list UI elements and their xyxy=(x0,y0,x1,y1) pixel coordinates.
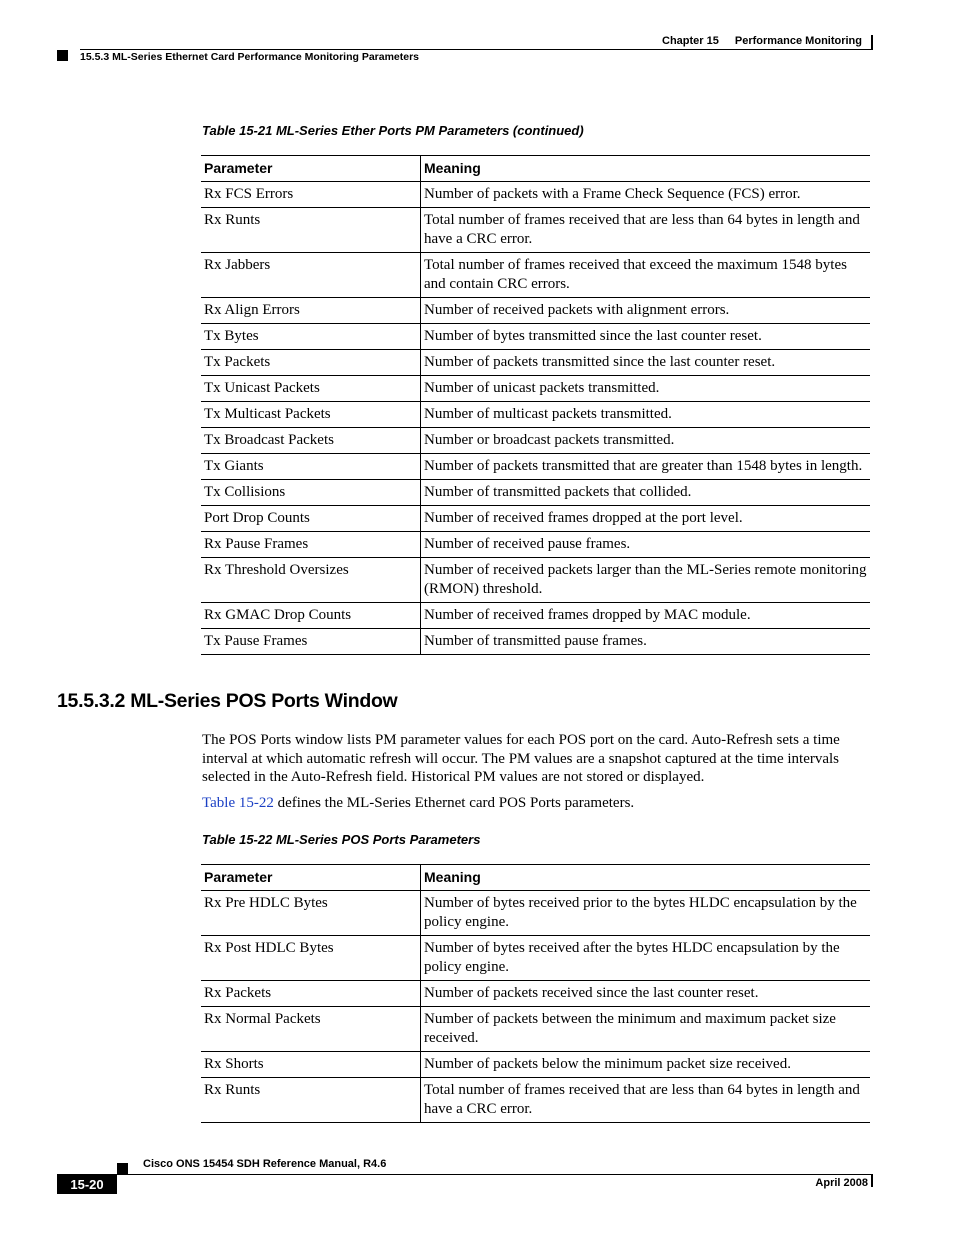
parameter-cell: Tx Pause Frames xyxy=(201,629,421,655)
footer-vertical-bar xyxy=(871,1174,873,1187)
parameter-cell: Rx GMAC Drop Counts xyxy=(201,603,421,629)
meaning-cell: Number of received packets larger than the ML-Series remote monitoring (RMON) threshold. xyxy=(421,558,871,603)
meaning-cell: Number of bytes received after the bytes HLDC encapsulation by the policy engine. xyxy=(421,936,871,981)
parameter-cell: Tx Bytes xyxy=(201,324,421,350)
table1-header-row xyxy=(201,156,870,182)
meaning-cell: Number of packets with a Frame Check Sequence (FCS) error. xyxy=(421,182,871,208)
table-row xyxy=(201,603,870,629)
table-15-22-link[interactable]: Table 15-22 xyxy=(202,795,274,811)
section-heading: 15.5.3.2 ML-Series POS Ports Window xyxy=(57,690,398,712)
table-row xyxy=(201,1078,870,1123)
table-row xyxy=(201,936,870,981)
table-row xyxy=(201,1007,870,1052)
parameter-cell: Rx Runts xyxy=(201,1078,421,1123)
table1-col-parameter: Parameter xyxy=(201,156,421,182)
parameter-cell: Tx Multicast Packets xyxy=(201,402,421,428)
table-row xyxy=(201,253,870,298)
header-square-marker xyxy=(57,50,68,61)
parameter-cell: Tx Broadcast Packets xyxy=(201,428,421,454)
parameter-cell: Rx FCS Errors xyxy=(201,182,421,208)
chapter-title: Performance Monitoring xyxy=(734,35,862,47)
footer-manual-title: Cisco ONS 15454 SDH Reference Manual, R4.6 xyxy=(143,1158,387,1170)
parameter-cell: Rx Align Errors xyxy=(201,298,421,324)
meaning-cell: Number of received frames dropped by MAC module. xyxy=(421,603,871,629)
parameter-cell: Rx Shorts xyxy=(201,1052,421,1078)
meaning-cell: Number of received frames dropped at the port level. xyxy=(421,506,871,532)
table-row xyxy=(201,208,870,253)
table2-caption: Table 15-22 ML-Series POS Ports Parameters xyxy=(202,832,481,847)
parameter-cell: Tx Unicast Packets xyxy=(201,376,421,402)
table-row xyxy=(201,350,870,376)
meaning-cell: Number of bytes transmitted since the last counter reset. xyxy=(421,324,871,350)
table1-caption: Table 15-21 ML-Series Ether Ports PM Parameters (continued) xyxy=(202,123,584,138)
table-row xyxy=(201,629,870,655)
header-vertical-bar xyxy=(871,35,873,50)
table2-col-parameter: Parameter xyxy=(201,865,421,891)
header-rule xyxy=(80,49,873,50)
parameter-cell: Rx Normal Packets xyxy=(201,1007,421,1052)
meaning-cell: Number of packets transmitted since the last counter reset. xyxy=(421,350,871,376)
meaning-cell: Number of unicast packets transmitted. xyxy=(421,376,871,402)
meaning-cell: Number or broadcast packets transmitted. xyxy=(421,428,871,454)
table-row xyxy=(201,1052,870,1078)
parameter-cell: Rx Pause Frames xyxy=(201,532,421,558)
table-row xyxy=(201,532,870,558)
running-header-section: 15.5.3 ML-Series Ethernet Card Performance Monitoring Parameters xyxy=(80,51,420,63)
parameter-cell: Rx Packets xyxy=(201,981,421,1007)
table-row xyxy=(201,891,870,936)
parameter-cell: Tx Packets xyxy=(201,350,421,376)
table1-col-meaning: Meaning xyxy=(421,156,871,182)
table-reference-text: defines the ML-Series Ethernet card POS Ports parameters. xyxy=(273,795,635,811)
table1-ether-ports-pm xyxy=(201,155,870,655)
page-number: 15-20 xyxy=(57,1175,117,1194)
table-row xyxy=(201,506,870,532)
parameter-cell: Rx Pre HDLC Bytes xyxy=(201,891,421,936)
table2-col-meaning: Meaning xyxy=(421,865,871,891)
meaning-cell: Number of packets below the minimum packet size received. xyxy=(421,1052,871,1078)
meaning-cell: Number of received pause frames. xyxy=(421,532,871,558)
table-row xyxy=(201,376,870,402)
table-row xyxy=(201,454,870,480)
parameter-cell: Rx Threshold Oversizes xyxy=(201,558,421,603)
table2-pos-ports-pm xyxy=(201,864,870,1123)
table-row xyxy=(201,402,870,428)
meaning-cell: Number of received packets with alignment errors. xyxy=(421,298,871,324)
parameter-cell: Tx Giants xyxy=(201,454,421,480)
table-row xyxy=(201,182,870,208)
footer-rule xyxy=(57,1174,873,1175)
meaning-cell: Number of packets transmitted that are greater than 1548 bytes in length. xyxy=(421,454,871,480)
chapter-number: Chapter 15 xyxy=(662,35,719,47)
table-row xyxy=(201,298,870,324)
table-row xyxy=(201,981,870,1007)
section-paragraph: The POS Ports window lists PM parameter values for each POS port on the card. Auto-Refresh sets a time interval at which automatic refresh will occur. The PM values are a snapshot captured at the time intervals selected in the Auto-Refresh field. Historical PM values are not stored or displayed. xyxy=(202,732,840,785)
footer-date: April 2008 xyxy=(815,1177,868,1189)
table-reference-sentence xyxy=(202,794,872,813)
running-header-chapter xyxy=(646,35,862,47)
table-row xyxy=(201,324,870,350)
table-row xyxy=(201,558,870,603)
meaning-cell: Number of packets between the minimum and maximum packet size received. xyxy=(421,1007,871,1052)
parameter-cell: Rx Jabbers xyxy=(201,253,421,298)
meaning-cell: Number of transmitted pause frames. xyxy=(421,629,871,655)
meaning-cell: Total number of frames received that exceed the maximum 1548 bytes and contain CRC errors. xyxy=(421,253,871,298)
footer-square-marker xyxy=(117,1163,128,1174)
meaning-cell: Number of packets received since the last counter reset. xyxy=(421,981,871,1007)
meaning-cell: Total number of frames received that are less than 64 bytes in length and have a CRC error. xyxy=(421,1078,871,1123)
parameter-cell: Tx Collisions xyxy=(201,480,421,506)
table2-header-row xyxy=(201,865,870,891)
parameter-cell: Port Drop Counts xyxy=(201,506,421,532)
meaning-cell: Number of multicast packets transmitted. xyxy=(421,402,871,428)
meaning-cell: Total number of frames received that are less than 64 bytes in length and have a CRC error. xyxy=(421,208,871,253)
parameter-cell: Rx Runts xyxy=(201,208,421,253)
table-row xyxy=(201,428,870,454)
meaning-cell: Number of bytes received prior to the bytes HLDC encapsulation by the policy engine. xyxy=(421,891,871,936)
parameter-cell: Rx Post HDLC Bytes xyxy=(201,936,421,981)
table-row xyxy=(201,480,870,506)
meaning-cell: Number of transmitted packets that collided. xyxy=(421,480,871,506)
